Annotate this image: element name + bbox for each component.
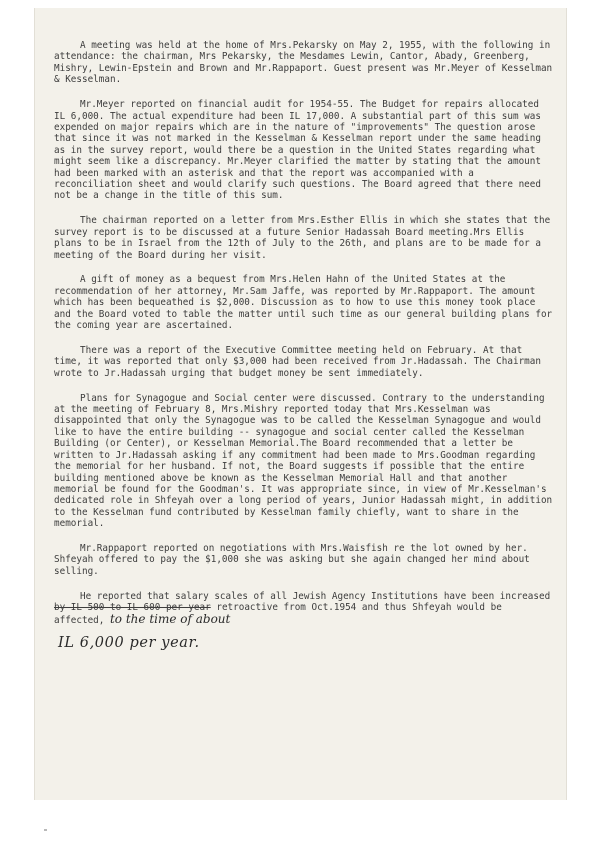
paragraph-survey-report: The chairman reported on a letter from Mrs.Esther Ellis in which she states that the survey report is to be discussed at a future Senior Hadassah Board meeting.Mrs Ellis plans to be in Israel from the 12th of July to the 26th, and plans are to be made for a meeting of the Board during her visit.: [54, 215, 551, 261]
paragraph-financial-audit: Mr.Meyer reported on financial audit for 1954-55. The Budget for repairs allocated IL 6,000. The actual expenditure had been IL 17,000. A substantial part of this sum was expended on major repairs which are in the nature of "improvements" The question arose that since it was not marked in the Kesselman & Kesselman report under the same heading as in the survey report, would there be a question in the United States regarding what might seem like a discrepancy. Mr.Meyer clarified the matter by stating that the amount had been marked with an asterisk and that the report was accompanied with a reconciliation sheet and would clarify such questions. The Board agreed that there need not be a change in the title of this sum.: [54, 99, 541, 202]
salary-text-part1: He reported that salary scales of all Jewish Agency Institutions have been increased: [80, 590, 551, 602]
paragraph-synagogue-plans: Plans for Synagogue and Social center were discussed. Contrary to the understanding at the meeting of February 8, Mrs.Mishry reported today that Mrs.Kesselman was disappointed that only the Synagogue was to be called the Kesselman Synagogue and would like to have the entire building -- synagogue and social center called the Kesselman Building (or Center), or Kesselman Memorial.The Board recommended that a letter be written to Jr.Hadassah asking if any commitment had been made to Mrs.Goodman regarding the memorial for her husband. If not, the Board suggests if possible that the entire building mentioned above be known as the Kesselman Memorial Hall and that another memorial be found for the Goodman's. It was appropriate since, in view of Mr.Kesselman's dedicated role in Shfeyah over a long period of years, Junior Hadassah might, in addition to the Kesselman fund contributed by Kesselman family chiefly, want to share in the memorial.: [54, 392, 553, 530]
paragraph-salary-scales: [54, 591, 554, 626]
paper-speck: [44, 829, 47, 831]
paragraph-lot-negotiations: Mr.Rappaport reported on negotiations with Mrs.Waisfish re the lot owned by her. Shfeyah offered to pay the $1,000 she was asking but she again changed her mind about selling.: [54, 543, 530, 577]
paragraph-executive-committee: There was a report of the Executive Committee meeting held on February. At that time, it was reported that only $3,000 had been received from Jr.Hadassah. The Chairman wrote to Jr.Hadassah urging that budget money be sent immediately.: [54, 344, 541, 379]
salary-text-part2: retroactive from Oct.1954 and thus Shfeyah would be affected,: [54, 602, 502, 626]
handwritten-annotation-amount: IL 6,000 per year.: [58, 634, 200, 651]
handwritten-annotation-inline: to the time of about: [109, 611, 231, 626]
meeting-minutes-text: [54, 40, 554, 649]
struck-out-text: by IL 500 to IL 600 per year: [54, 602, 211, 614]
paragraph-attendance: A meeting was held at the home of Mrs.Pekarsky on May 2, 1955, with the following in attendance: the chairman, Mrs Pekarsky, the Mesdames Lewin, Cantor, Abady, Greenberg, Mishry, Lewin-Epstein and Brown and Mr.Rappaport. Guest present was Mr.Meyer of Kesselman & Kesselman.: [54, 40, 553, 86]
paragraph-bequest: A gift of money as a bequest from Mrs.Helen Hahn of the United States at the recommendation of her attorney, Mr.Sam Jaffe, was reported by Mr.Rappaport. The amount which has been bequeathed is $2,000. Discussion as to how to use this money took place and the Board voted to table the matter until such time as our general building plans for the coming year are ascertained.: [54, 274, 553, 332]
